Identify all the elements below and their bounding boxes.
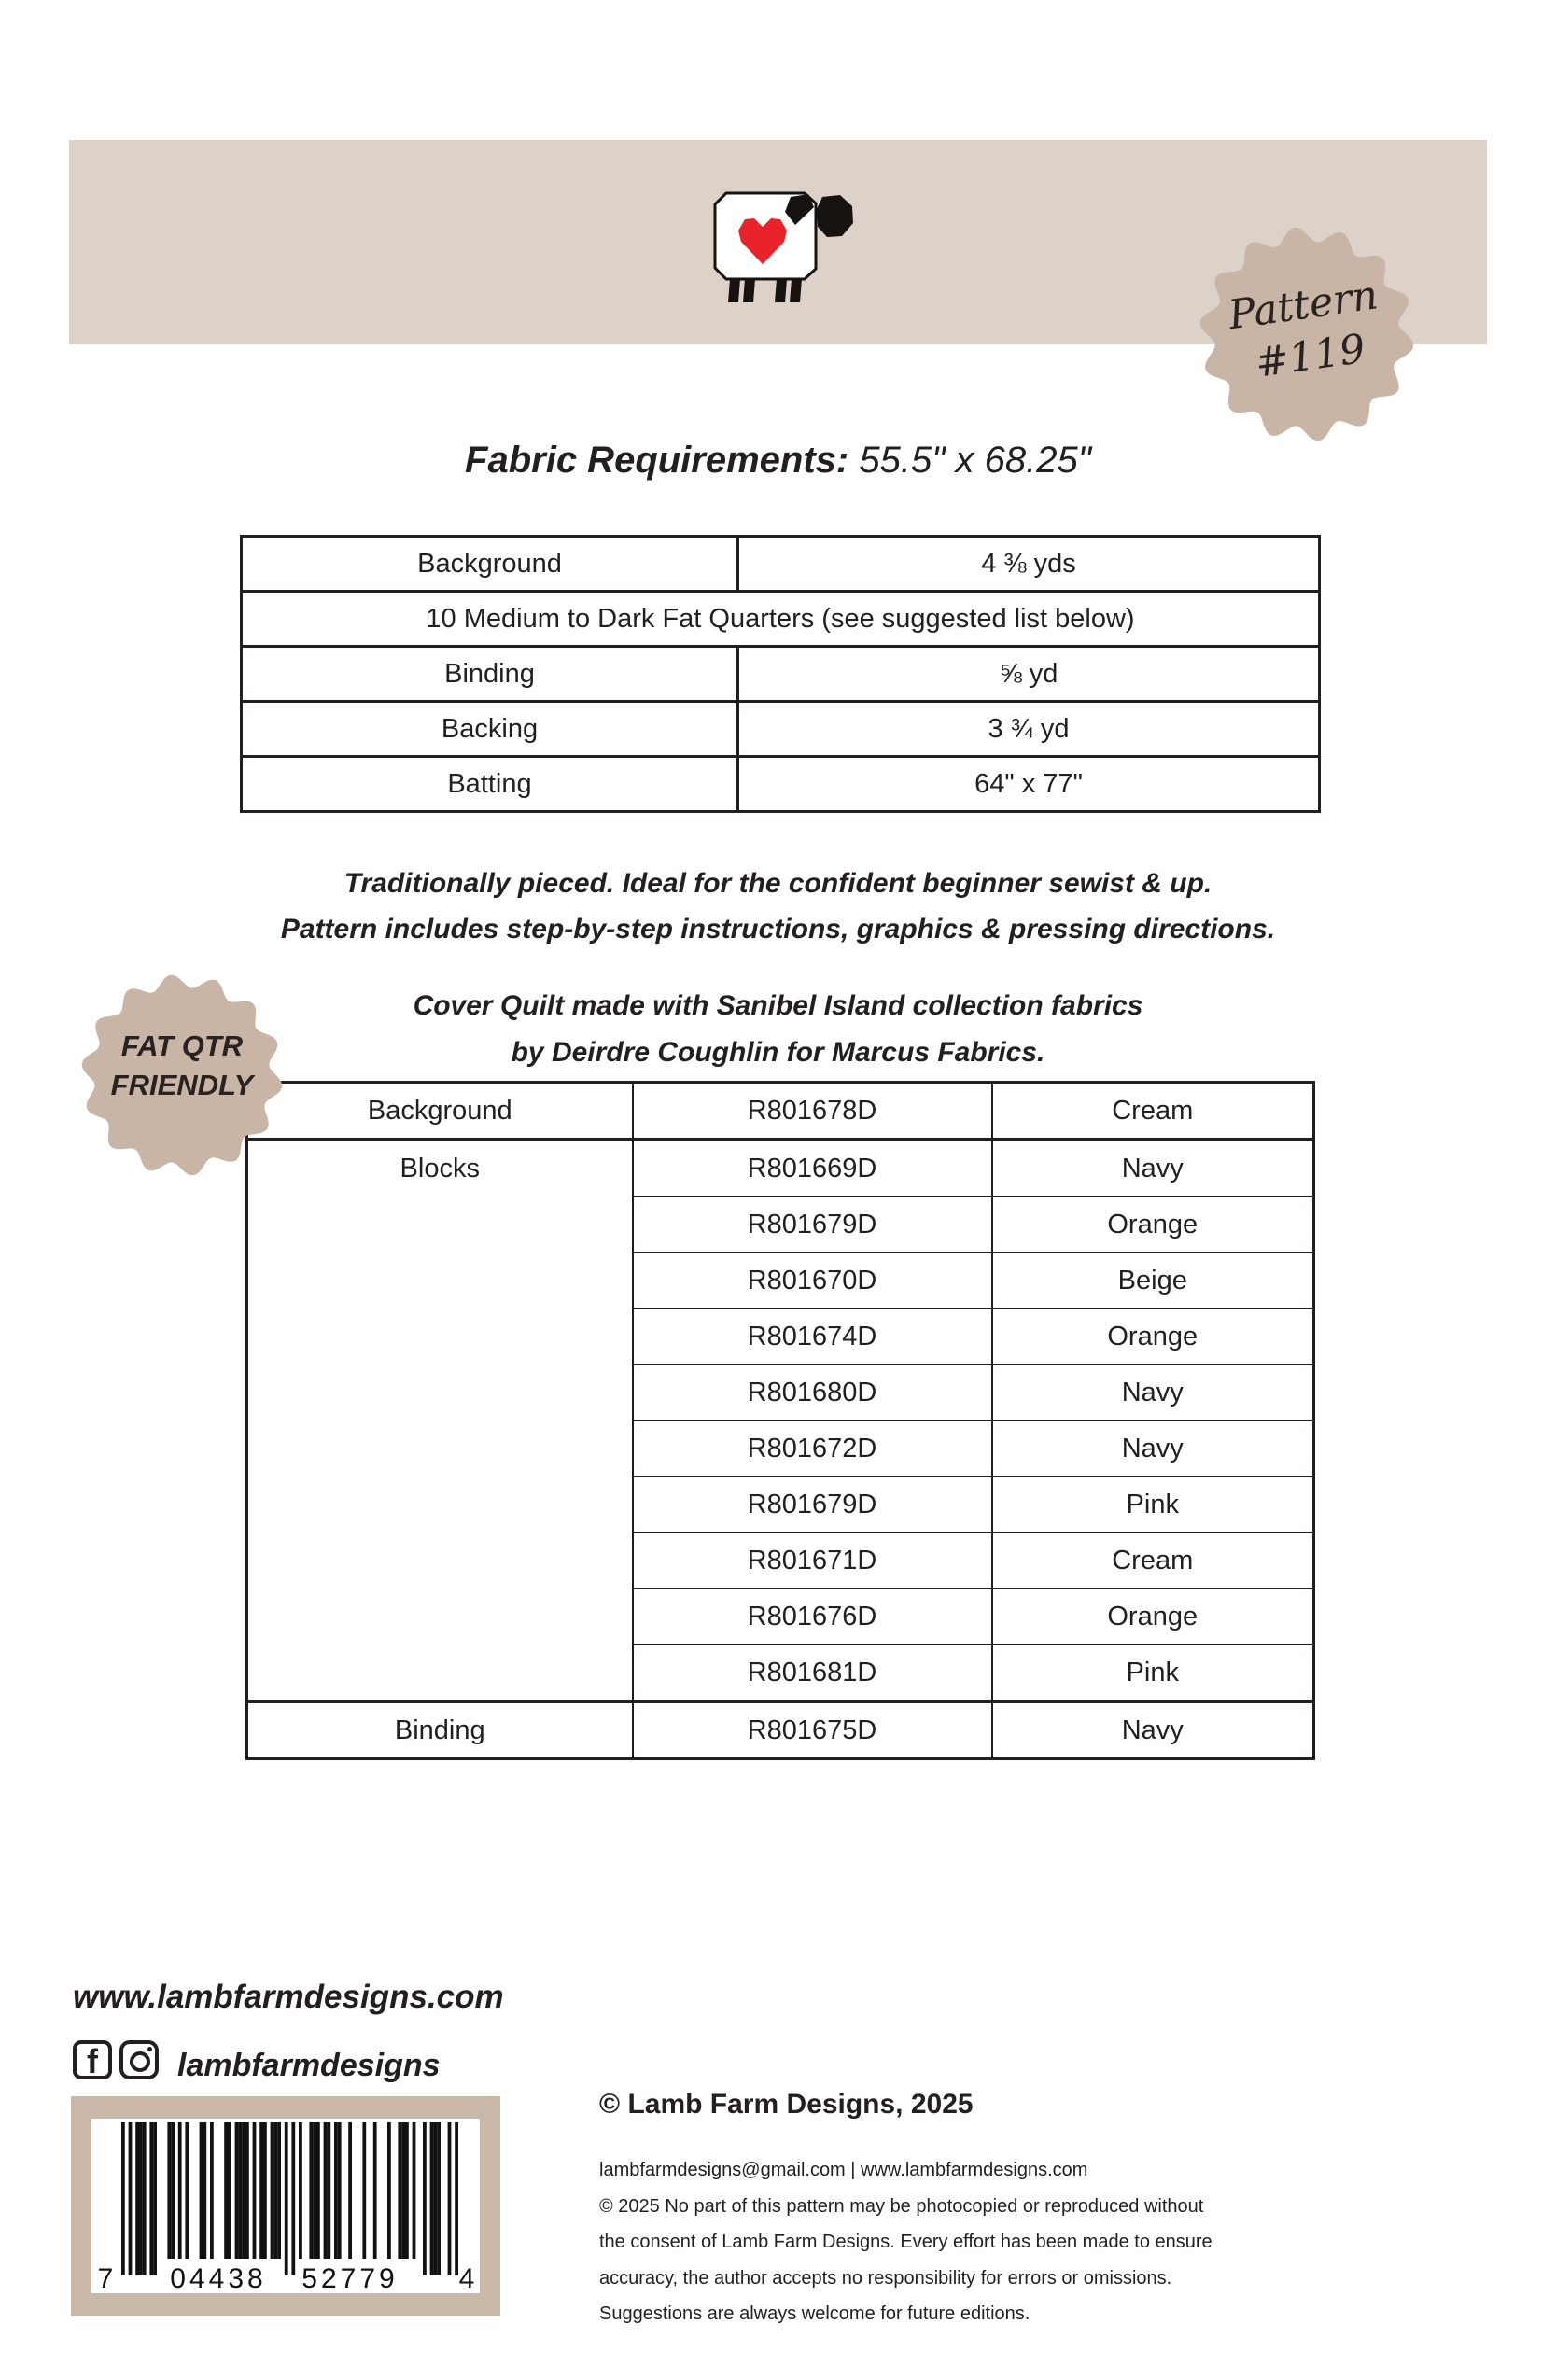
- fat-qtr-line1: FAT QTR: [120, 1029, 244, 1062]
- facebook-icon-letter: f: [87, 2042, 98, 2079]
- instagram-icon: [119, 2040, 159, 2079]
- fabric-sku: R801672D: [633, 1421, 992, 1477]
- cover-line1: Cover Quilt made with Sanibel Island collection fabrics: [413, 990, 1143, 1021]
- fabric-role: Binding: [247, 1701, 633, 1759]
- table-row: [247, 1140, 1314, 1197]
- website-url: www.lambfarmdesigns.com: [73, 1979, 504, 2015]
- barcode-digit-right: 4: [458, 2263, 479, 2294]
- fabric-requirements-table: [240, 535, 1321, 813]
- table-row: [247, 1701, 1314, 1759]
- table-row: [242, 647, 1320, 702]
- fabric-amount: ⅝ yd: [738, 647, 1320, 702]
- fabric-sku: R801681D: [633, 1645, 992, 1701]
- fabric-sku: R801678D: [633, 1083, 992, 1141]
- fabric-role: Background: [247, 1083, 633, 1141]
- fabric-color: Cream: [992, 1083, 1314, 1141]
- fabric-sku: R801669D: [633, 1140, 992, 1197]
- fabric-sku: R801674D: [633, 1309, 992, 1365]
- legal-line: the consent of Lamb Farm Designs. Every effort has been made to ensure: [599, 2232, 1213, 2252]
- fabric-sku: R801679D: [633, 1197, 992, 1253]
- fabric-sku: R801676D: [633, 1589, 992, 1645]
- fabric-color: Beige: [992, 1253, 1314, 1309]
- fabric-color: Orange: [992, 1589, 1314, 1645]
- pattern-badge-line1: Pattern: [1225, 272, 1381, 340]
- fabric-color: Navy: [992, 1421, 1314, 1477]
- legal-line: accuracy, the author accepts no responsibility for errors or omissions.: [599, 2267, 1172, 2289]
- description-line2: Pattern includes step-by-step instructions, graphics & pressing directions.: [280, 914, 1276, 945]
- fabric-amount: 3 ¾ yd: [738, 702, 1320, 757]
- fat-quarters-note: 10 Medium to Dark Fat Quarters (see suggested list below): [242, 592, 1320, 647]
- cover-line2: by Deirdre Coughlin for Marcus Fabrics.: [511, 1037, 1045, 1068]
- fabric-item: Backing: [242, 702, 738, 757]
- fat-qtr-badge-text: [79, 1027, 285, 1105]
- table-row: [247, 1083, 1314, 1141]
- fabric-sku: R801670D: [633, 1253, 992, 1309]
- fabric-color: Pink: [992, 1645, 1314, 1701]
- page-title: [0, 440, 1556, 482]
- table-row: [242, 702, 1320, 757]
- table-row: [242, 757, 1320, 812]
- fabric-color: Orange: [992, 1309, 1314, 1365]
- barcode: [71, 2096, 500, 2316]
- legal-text: [599, 2152, 1213, 2332]
- description-text: [0, 861, 1556, 952]
- barcode-group2: 52779: [301, 2263, 399, 2294]
- page-title-dimensions: 55.5" x 68.25": [859, 440, 1091, 481]
- barcode-group1: 04438: [170, 2263, 267, 2294]
- fabric-sku: R801679D: [633, 1477, 992, 1533]
- fabric-sku: R801671D: [633, 1533, 992, 1589]
- description-line1: Traditionally pieced. Ideal for the confident beginner sewist & up.: [343, 868, 1213, 899]
- fabric-sku: R801675D: [633, 1701, 992, 1759]
- fabric-sku: R801680D: [633, 1365, 992, 1421]
- fabric-list-table: [245, 1081, 1315, 1760]
- sheep-logo-icon: [698, 183, 857, 309]
- table-row: [242, 592, 1320, 647]
- fabric-color: Navy: [992, 1140, 1314, 1197]
- table-row: [242, 537, 1320, 592]
- legal-line: © 2025 No part of this pattern may be photocopied or reproduced without: [599, 2195, 1204, 2217]
- page-title-label: Fabric Requirements:: [465, 440, 849, 481]
- legal-line: Suggestions are always welcome for future editions.: [599, 2303, 1030, 2324]
- fabric-amount: 64" x 77": [738, 757, 1320, 812]
- fabric-color: Cream: [992, 1533, 1314, 1589]
- social-handle: lambfarmdesigns: [177, 2048, 441, 2083]
- barcode-digit-left: 7: [97, 2263, 118, 2294]
- contact-line: lambfarmdesigns@gmail.com | www.lambfarmdesigns.com: [599, 2160, 1088, 2180]
- fabric-color: Pink: [992, 1477, 1314, 1533]
- fat-qtr-line2: FRIENDLY: [110, 1069, 254, 1101]
- fabric-color: Orange: [992, 1197, 1314, 1253]
- fabric-role: Blocks: [247, 1140, 633, 1701]
- fabric-amount: 4 ⅜ yds: [738, 537, 1320, 592]
- fabric-color: Navy: [992, 1365, 1314, 1421]
- fabric-color: Navy: [992, 1701, 1314, 1759]
- pattern-badge-line2: #119: [1252, 325, 1368, 387]
- facebook-icon: [73, 2040, 112, 2079]
- fabric-item: Batting: [242, 757, 738, 812]
- fabric-item: Background: [242, 537, 738, 592]
- fabric-item: Binding: [242, 647, 738, 702]
- copyright-title: © Lamb Farm Designs, 2025: [599, 2089, 974, 2120]
